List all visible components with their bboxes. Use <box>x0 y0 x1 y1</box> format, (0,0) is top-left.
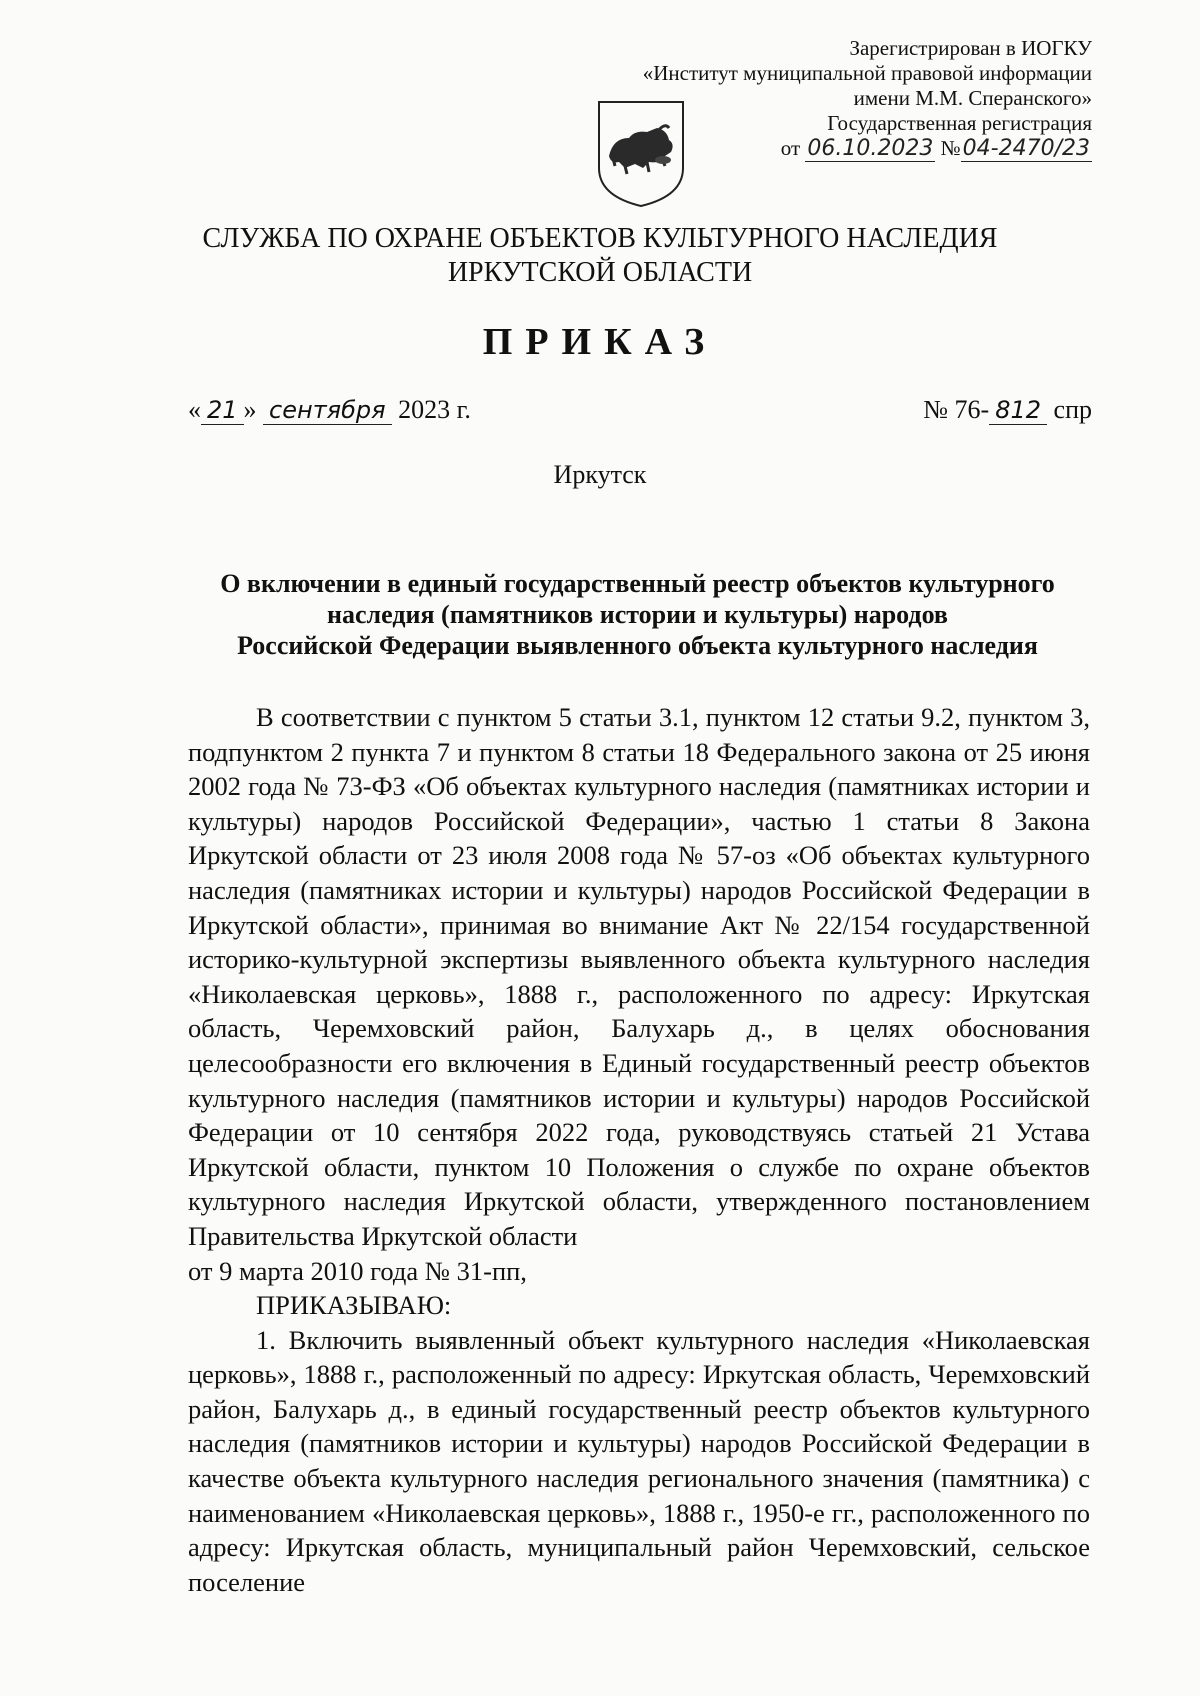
date-close-quote: » <box>243 395 257 424</box>
agency-line-2: ИРКУТСКОЙ ОБЛАСТИ <box>447 257 753 288</box>
title-line-2: наследия (памятников истории и культуры) народов <box>327 600 948 629</box>
registration-date: 06.10.2023 <box>807 136 934 161</box>
agency-line-1: СЛУЖБА ПО ОХРАНЕ ОБЪЕКТОВ КУЛЬТУРНОГО НАСЛЕДИЯ <box>202 223 998 254</box>
order-body <box>188 700 1090 1599</box>
item-1-paragraph: 1. Включить выявленный объект культурного наследия «Николаевская церковь», 1888 г., расположенный по адресу: Иркутская область, Черемховский район, Балухарь д., в единый государственный реестр объектов культурного наследия (памятников истории и культуры) народов Российской Федерации в качестве объекта культурного наследия регионального значения (памятника) с наименованием «Николаевская церковь», 1888 г., 1950-е гг., расположенного по адресу: Иркутская область, муниципальный район Черемховский, сельское поселение <box>188 1324 1090 1597</box>
registration-line-3: имени М.М. Сперанского» <box>853 86 1092 110</box>
order-number-prefix: № 76- <box>923 395 990 424</box>
preamble-paragraph: В соответствии с пунктом 5 статьи 3.1, пунктом 12 статьи 9.2, пунктом 3, подпунктом 2 пункта 7 и пунктом 8 статьи 18 Федерального закона от 25 июня 2002 года № 73-ФЗ «Об объектах культурного наследия (памятниках истории и культуры) народов Российской Федерации», частью 1 статьи 8 Закона Иркутской области от 23 июля 2008 года № 57-оз «Об объектах культурного наследия (памятниках истории и культуры) народов Российской Федерации в Иркутской области», принимая во внимание Акт № 22/154 государственной историко-культурной экспертизы выявленного объекта культурного наследия «Николаевская церковь», 1888 г., расположенного по адресу: Иркутская область, Черемховский район, Балухарь д., в целях обоснования целесообразности его включения в Единый государственный реестр объектов культурного наследия (памятников истории и культуры) народов Российской Федерации от 10 сентября 2022 года, руководствуясь статьей 21 Устава Иркутской области, пунктом 10 Положения о службе по охране объектов культурного наследия Иркутской области, утвержденного постановлением Правительства Иркутской области <box>188 702 1090 1251</box>
agency-name <box>0 222 1200 290</box>
registration-line-1: Зарегистрирован в ИОГКУ <box>849 36 1092 60</box>
preamble-last-line: от 9 марта 2010 года № 31-пп, <box>188 1255 527 1286</box>
registration-line-2: «Институт муниципальной правовой информации <box>642 61 1092 85</box>
title-line-1: О включении в единый государственный реестр объектов культурного <box>220 569 1055 598</box>
order-number-value: 812 <box>989 396 1047 425</box>
city: Иркутск <box>553 460 647 489</box>
registration-from-label: от <box>780 136 801 160</box>
date-open-quote: « <box>188 395 201 424</box>
document-type: ПРИКАЗ <box>482 321 718 363</box>
order-number <box>923 395 1092 425</box>
registration-number-label: № <box>940 136 961 160</box>
order-month: сентября <box>263 396 392 425</box>
order-day: 21 <box>201 396 244 425</box>
registration-line-4: Государственная регистрация <box>827 111 1092 135</box>
order-date <box>188 395 471 425</box>
title-line-3: Российской Федерации выявленного объекта культурного наследия <box>237 631 1038 660</box>
registration-number: 04-2470/23 <box>962 136 1090 161</box>
order-number-suffix: спр <box>1053 395 1092 424</box>
order-word: ПРИКАЗЫВАЮ: <box>256 1290 452 1321</box>
order-year: 2023 г. <box>398 395 471 424</box>
order-title <box>185 568 1090 661</box>
coat-of-arms-icon <box>595 98 687 210</box>
